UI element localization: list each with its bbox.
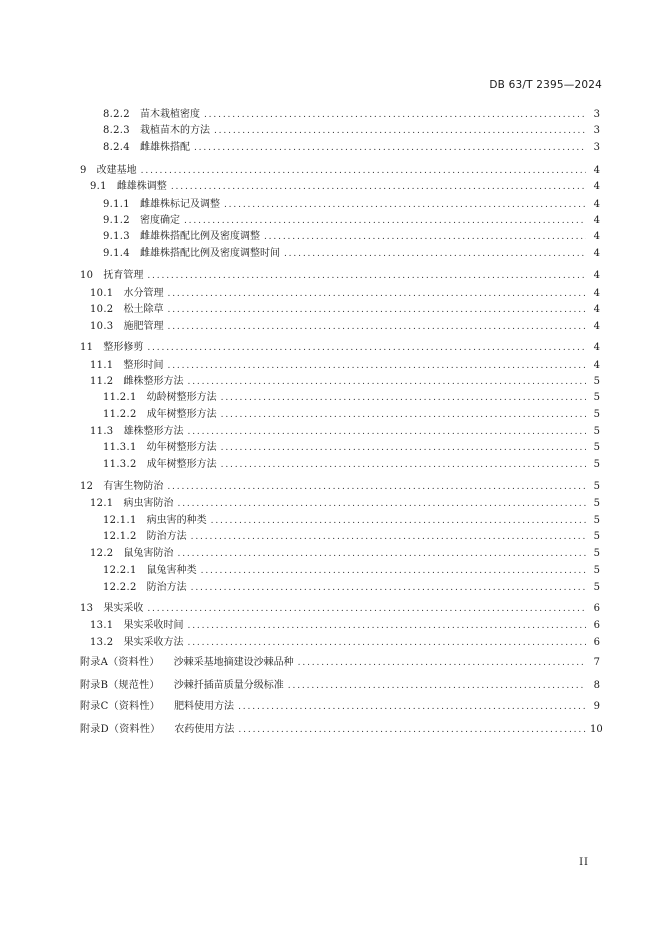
toc-leader-dots xyxy=(194,141,586,155)
toc-entry-title: 有害生物防治 xyxy=(103,481,164,492)
toc-leader-dots xyxy=(204,108,586,122)
toc-entry[interactable] xyxy=(80,700,600,714)
toc-entry-page: 4 xyxy=(593,248,600,259)
toc-entry-number: 11.2 xyxy=(90,376,114,387)
toc-entry-title: 雌雄株标记及调整 xyxy=(139,199,220,210)
toc-entry-page: 5 xyxy=(593,442,600,453)
toc-entry[interactable] xyxy=(103,247,600,261)
toc-entry-number: 8.2.2 xyxy=(103,109,130,120)
toc-entry-title: 抚育管理 xyxy=(103,270,144,281)
toc-entry-number: 10 xyxy=(80,270,94,281)
toc-leader-dots xyxy=(177,497,586,511)
toc-leader-dots xyxy=(221,458,586,472)
toc-entry-title: 果实采收时间 xyxy=(123,620,184,631)
toc-entry-number: 12 xyxy=(80,481,94,492)
toc-entry[interactable] xyxy=(80,679,600,693)
toc-leader-dots xyxy=(221,391,586,405)
toc-leader-dots xyxy=(177,547,586,561)
toc-entry-number: 11.2.1 xyxy=(103,392,137,403)
toc-entry[interactable] xyxy=(80,269,600,283)
toc-entry-title: 果实采收 xyxy=(103,603,144,614)
toc-entry[interactable] xyxy=(90,497,600,511)
toc-entry-number: 附录B（规范性） xyxy=(80,680,160,691)
toc-entry-page: 9 xyxy=(593,701,600,712)
toc-entry-page: 5 xyxy=(593,548,600,559)
toc-entry[interactable] xyxy=(80,602,600,616)
toc-entry-number: 12.2.1 xyxy=(103,565,137,576)
toc-entry-number: 11.2.2 xyxy=(103,409,137,420)
toc-entry-title: 改建基地 xyxy=(96,165,137,176)
toc-entry-page: 7 xyxy=(593,657,600,668)
toc-leader-dots xyxy=(224,198,586,212)
toc-entry-number: 11.3.2 xyxy=(103,459,137,470)
toc-entry-page: 4 xyxy=(593,342,600,353)
toc-entry-title: 肥料使用方法 xyxy=(174,701,235,712)
toc-entry[interactable] xyxy=(103,214,600,228)
toc-entry-title: 鼠兔害种类 xyxy=(146,565,197,576)
toc-entry-number: 附录D（资料性） xyxy=(80,724,161,735)
toc-entry-page: 4 xyxy=(593,165,600,176)
toc-entry-number: 12.1.1 xyxy=(103,515,137,526)
toc-entry-number: 9 xyxy=(80,165,87,176)
toc-leader-dots xyxy=(187,375,586,389)
toc-entry[interactable] xyxy=(90,303,600,317)
toc-leader-dots xyxy=(238,723,586,737)
toc-entry-number: 13 xyxy=(80,603,94,614)
toc-entry[interactable] xyxy=(103,530,600,544)
toc-entry-number: 11.3.1 xyxy=(103,442,137,453)
toc-entry-number: 9.1.2 xyxy=(103,215,130,226)
toc-entry-page: 8 xyxy=(593,680,600,691)
toc-entry-number: 8.2.4 xyxy=(103,142,130,153)
toc-leader-dots xyxy=(191,581,586,595)
toc-leader-dots xyxy=(167,303,586,317)
toc-entry-title: 农药使用方法 xyxy=(174,724,235,735)
toc-entry-page: 6 xyxy=(593,603,600,614)
toc-leader-dots xyxy=(238,700,586,714)
toc-entry-number: 附录A（资料性） xyxy=(80,657,160,668)
toc-entry-page: 3 xyxy=(593,142,600,153)
toc-entry-number: 12.2 xyxy=(90,548,114,559)
toc-entry[interactable] xyxy=(103,124,600,138)
toc-entry[interactable] xyxy=(80,164,600,178)
toc-entry-page: 5 xyxy=(593,498,600,509)
toc-entry-number: 13.2 xyxy=(90,637,114,648)
toc-entry-page: 4 xyxy=(593,321,600,332)
toc-entry-number: 12.2.2 xyxy=(103,582,137,593)
toc-entry-title: 防治方法 xyxy=(146,531,187,542)
toc-leader-dots xyxy=(187,619,586,633)
toc-entry-page: 5 xyxy=(593,392,600,403)
toc-leader-dots xyxy=(147,341,586,355)
toc-entry-title: 沙棘采基地摘建设沙棘品种 xyxy=(173,657,294,668)
toc-entry[interactable] xyxy=(103,198,600,212)
toc-entry[interactable] xyxy=(90,547,600,561)
toc-entry-page: 4 xyxy=(593,199,600,210)
toc-leader-dots xyxy=(167,359,586,373)
toc-entry-title: 栽植苗木的方法 xyxy=(139,125,210,136)
toc-entry-number: 10.1 xyxy=(90,288,114,299)
toc-entry[interactable] xyxy=(103,408,600,422)
toc-leader-dots xyxy=(221,441,586,455)
toc-entry-number: 11 xyxy=(80,342,94,353)
toc-entry-page: 3 xyxy=(593,125,600,136)
toc-entry-title: 幼龄树整形方法 xyxy=(146,392,217,403)
toc-entry-number: 8.2.3 xyxy=(103,125,130,136)
toc-entry-title: 密度确定 xyxy=(139,215,180,226)
toc-entry-page: 5 xyxy=(593,582,600,593)
toc-entry-number: 9.1.3 xyxy=(103,231,130,242)
toc-entry[interactable] xyxy=(103,108,600,122)
toc-entry-page: 4 xyxy=(593,304,600,315)
toc-leader-dots xyxy=(141,164,586,178)
toc-entry-page: 5 xyxy=(593,565,600,576)
toc-entry-number: 附录C（资料性） xyxy=(80,701,161,712)
toc-entry-title: 雌雄株调整 xyxy=(116,181,167,192)
toc-entry-page: 5 xyxy=(593,481,600,492)
toc-entry-title: 雌雄株搭配比例及密度调整时间 xyxy=(139,248,280,259)
toc-entry[interactable] xyxy=(90,375,600,389)
toc-entry[interactable] xyxy=(80,480,600,494)
toc-entry[interactable] xyxy=(90,636,600,650)
toc-leader-dots xyxy=(187,636,586,650)
toc-leader-dots xyxy=(211,514,586,528)
toc-entry[interactable] xyxy=(80,341,600,355)
toc-leader-dots xyxy=(187,425,586,439)
toc-entry[interactable] xyxy=(90,425,600,439)
toc-entry-number: 11.1 xyxy=(90,360,114,371)
toc-entry[interactable] xyxy=(90,359,600,373)
toc-entry-title: 雄株整形方法 xyxy=(123,426,184,437)
toc-leader-dots xyxy=(201,564,586,578)
toc-entry[interactable] xyxy=(90,619,600,633)
toc-entry[interactable] xyxy=(80,656,600,670)
toc-leader-dots xyxy=(184,214,586,228)
toc-entry[interactable] xyxy=(103,514,600,528)
toc-entry-title: 病虫害的种类 xyxy=(146,515,207,526)
toc-leader-dots xyxy=(214,124,586,138)
toc-entry-number: 9.1.4 xyxy=(103,248,130,259)
toc-entry-title: 松土除草 xyxy=(123,304,164,315)
toc-entry[interactable] xyxy=(90,180,600,194)
toc-entry[interactable] xyxy=(103,441,600,455)
toc-entry-title: 苗木栽植密度 xyxy=(139,109,200,120)
toc-entry-title: 雌雄株搭配比例及密度调整 xyxy=(139,231,260,242)
toc-leader-dots xyxy=(288,679,586,693)
toc-entry-title: 果实采收方法 xyxy=(123,637,184,648)
toc-leader-dots xyxy=(167,320,586,334)
toc-entry-page: 5 xyxy=(593,515,600,526)
toc-entry-title: 沙棘扦插苗质量分级标准 xyxy=(173,680,284,691)
toc-entry-number: 10.3 xyxy=(90,321,114,332)
toc-entry-page: 5 xyxy=(593,409,600,420)
toc-entry-page: 5 xyxy=(593,426,600,437)
toc-entry[interactable] xyxy=(103,391,600,405)
toc-leader-dots xyxy=(167,480,586,494)
toc-entry-title: 成年树整形方法 xyxy=(146,459,217,470)
toc-entry[interactable] xyxy=(103,230,600,244)
toc-entry-page: 4 xyxy=(593,360,600,371)
toc-entry-page: 4 xyxy=(593,288,600,299)
toc-entry-number: 9.1.1 xyxy=(103,199,130,210)
toc-entry[interactable] xyxy=(90,287,600,301)
toc-entry[interactable] xyxy=(103,141,600,155)
toc-entry-title: 成年树整形方法 xyxy=(146,409,217,420)
toc-entry-title: 整形时间 xyxy=(123,360,164,371)
toc-entry-title: 水分管理 xyxy=(123,288,164,299)
toc-entry-title: 施肥管理 xyxy=(123,321,164,332)
toc-leader-dots xyxy=(221,408,586,422)
toc-leader-dots xyxy=(171,180,586,194)
toc-entry-number: 11.3 xyxy=(90,426,114,437)
toc-entry-title: 鼠兔害防治 xyxy=(123,548,174,559)
toc-entry-page: 6 xyxy=(593,637,600,648)
toc-entry-title: 幼年树整形方法 xyxy=(146,442,217,453)
toc-entry-title: 病虫害防治 xyxy=(123,498,174,509)
toc-entry-title: 雌株整形方法 xyxy=(123,376,184,387)
toc-leader-dots xyxy=(191,530,586,544)
page-number: II xyxy=(579,857,589,868)
toc-leader-dots xyxy=(298,656,586,670)
toc-entry-title: 防治方法 xyxy=(146,582,187,593)
toc-entry-page: 4 xyxy=(593,270,600,281)
toc-entry[interactable] xyxy=(103,458,600,472)
toc-entry[interactable] xyxy=(103,564,600,578)
toc-entry-number: 12.1 xyxy=(90,498,114,509)
toc-leader-dots xyxy=(147,602,586,616)
toc-entry-page: 5 xyxy=(593,459,600,470)
toc-leader-dots xyxy=(167,287,586,301)
toc-entry-page: 4 xyxy=(593,231,600,242)
toc-entry-page: 5 xyxy=(593,531,600,542)
toc-entry-page: 3 xyxy=(593,109,600,120)
toc-entry-page: 10 xyxy=(590,724,603,735)
toc-entry-number: 9.1 xyxy=(90,181,107,192)
toc-entry[interactable] xyxy=(80,723,603,737)
toc-entry-number: 13.1 xyxy=(90,620,114,631)
toc-entry-page: 4 xyxy=(593,215,600,226)
toc-entry-title: 雌雄株搭配 xyxy=(139,142,190,153)
toc-leader-dots xyxy=(264,230,586,244)
toc-entry-number: 12.1.2 xyxy=(103,531,137,542)
toc-entry-page: 4 xyxy=(593,181,600,192)
standard-code: DB 63/T 2395—2024 xyxy=(489,79,602,91)
toc-entry-page: 5 xyxy=(593,376,600,387)
toc-entry-page: 6 xyxy=(593,620,600,631)
toc-entry[interactable] xyxy=(103,581,600,595)
toc-entry[interactable] xyxy=(90,320,600,334)
toc-entry-title: 整形修剪 xyxy=(103,342,144,353)
toc-leader-dots xyxy=(147,269,586,283)
toc-entry-number: 10.2 xyxy=(90,304,114,315)
toc-leader-dots xyxy=(284,247,586,261)
